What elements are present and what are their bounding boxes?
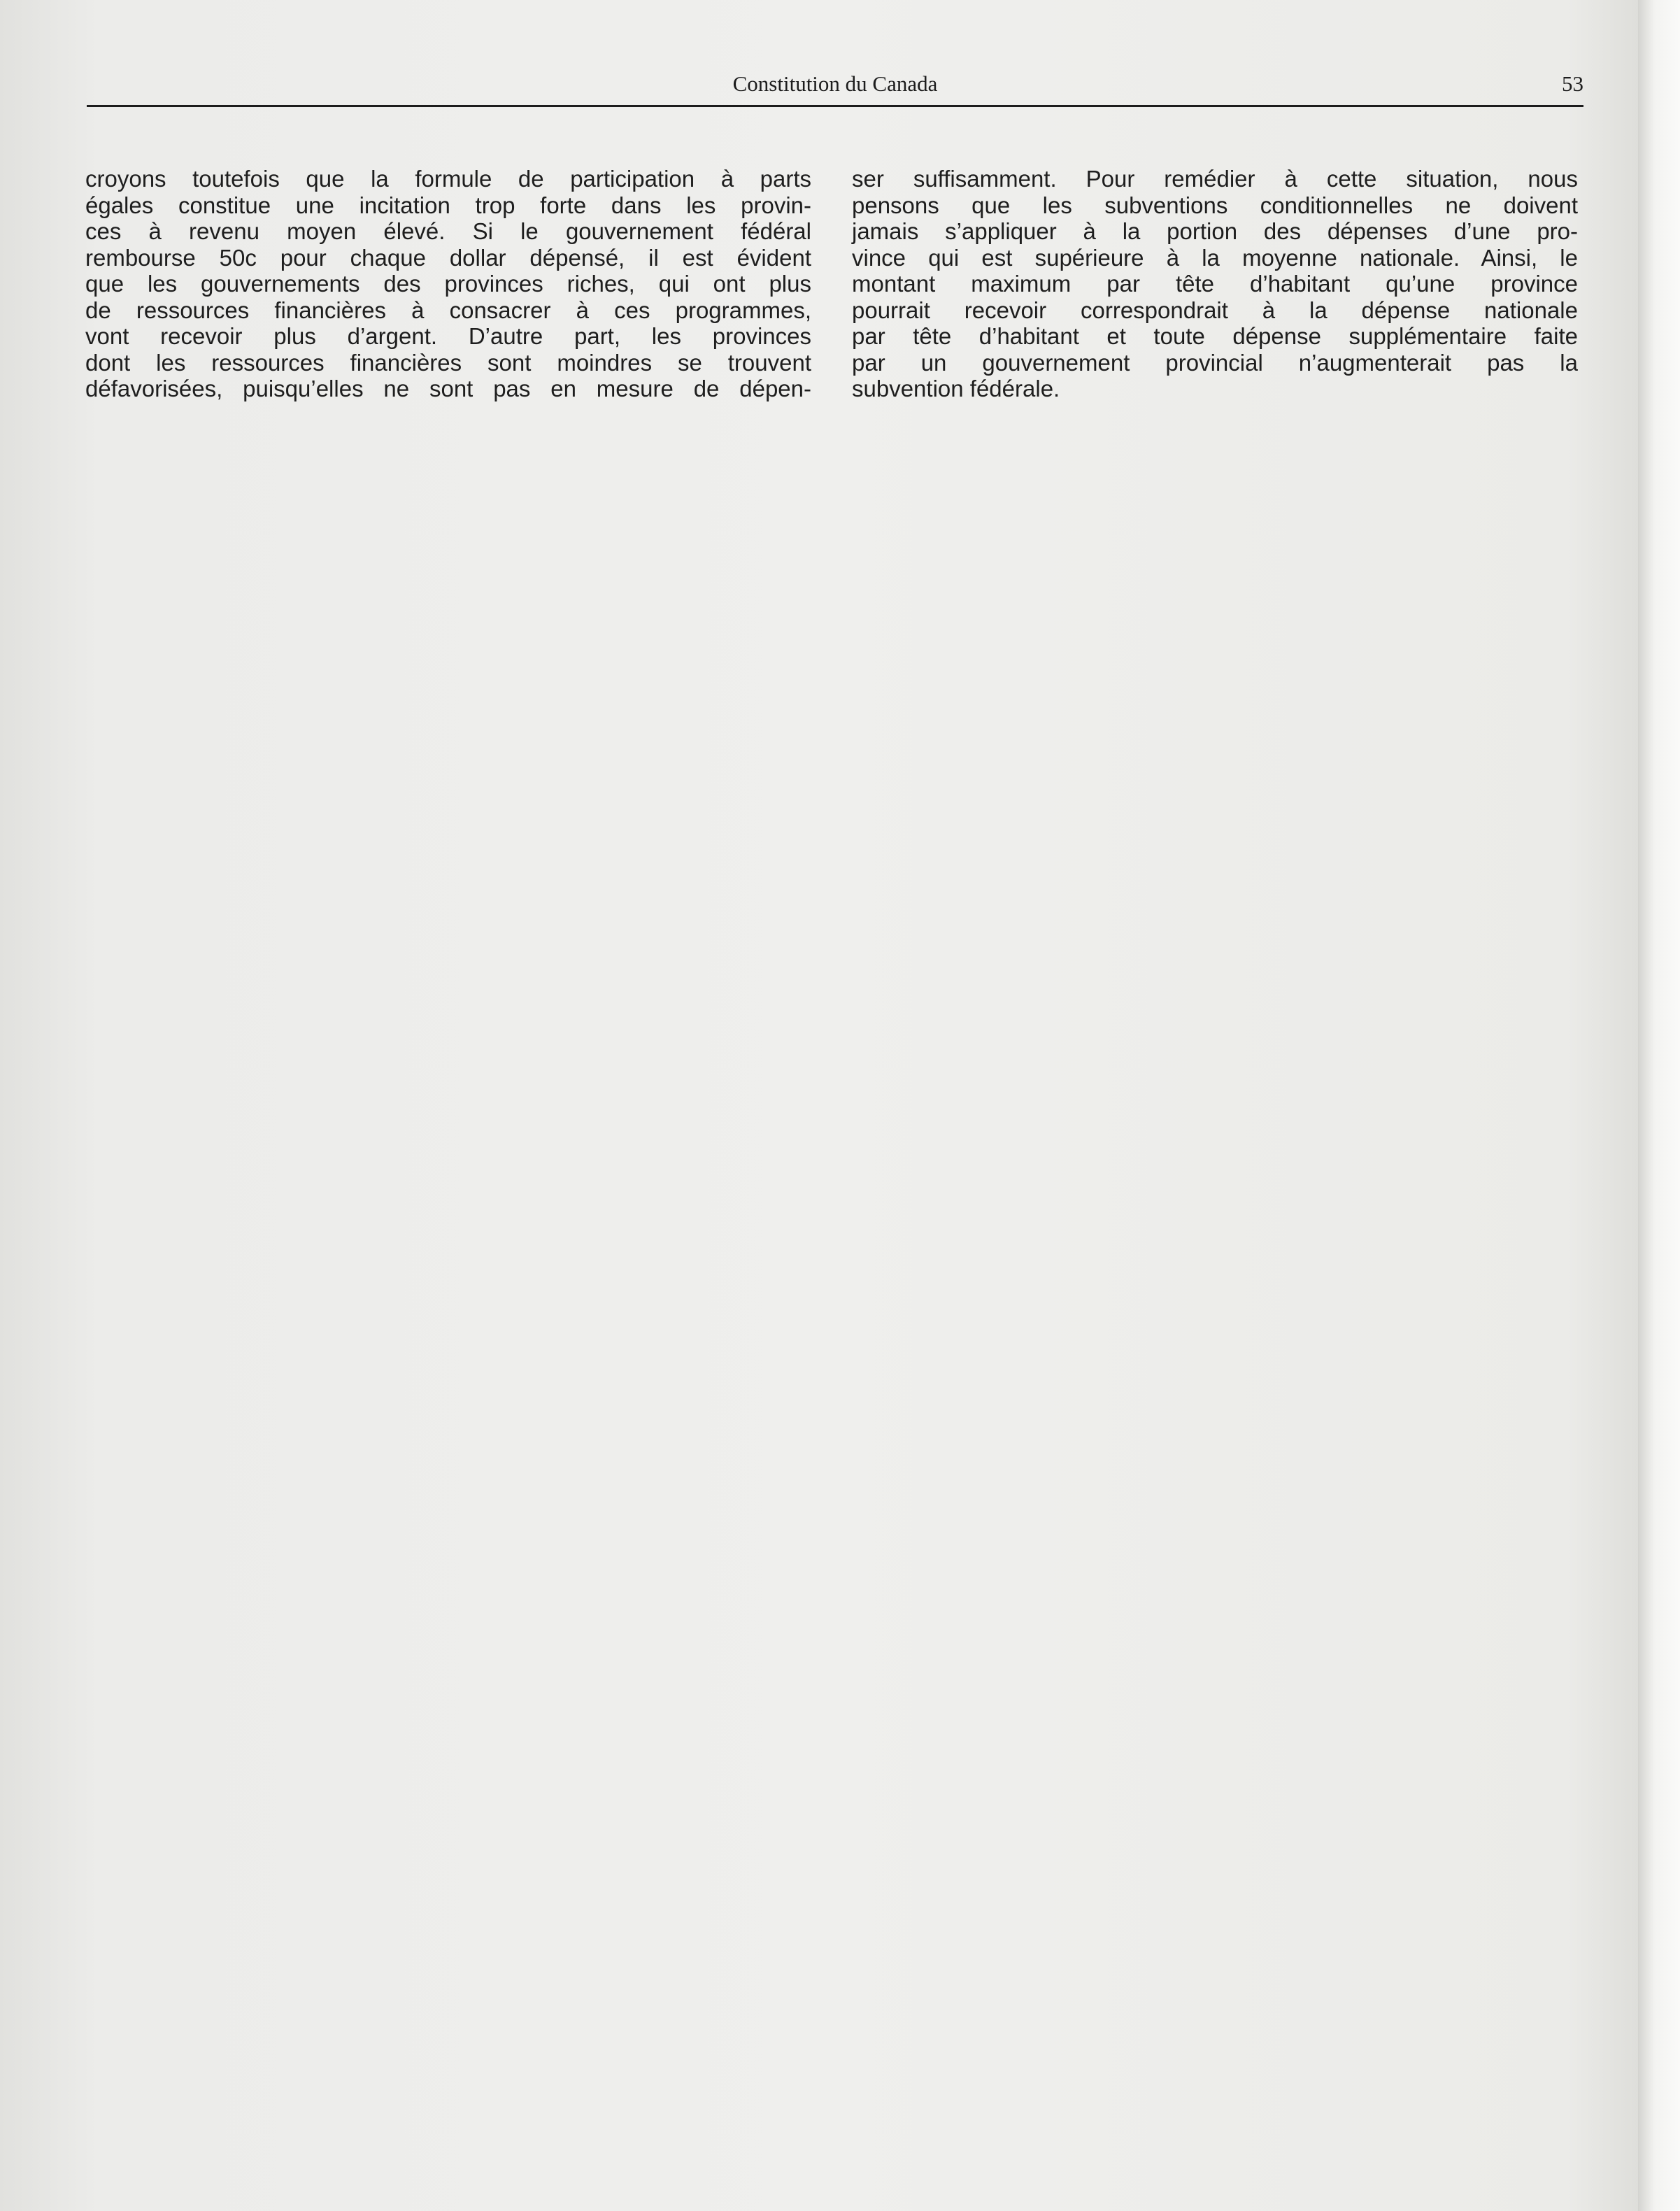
text-line: pensons que les subventions conditionnelles ne doivent [852,192,1578,218]
text-line: dont les ressources financières sont moindres se trouvent [85,349,811,376]
left-text-column [85,166,811,402]
text-line: par tête d’habitant et toute dépense supplémentaire faite [852,323,1578,349]
text-line: ser suffisamment. Pour remédier à cette situation, nous [852,166,1578,192]
page-spine-edge [1638,0,1680,2211]
running-header [87,69,1583,107]
text-line: rembourse 50c pour chaque dollar dépensé, il est évident [85,244,811,271]
text-line: égales constitue une incitation trop forte dans les provin- [85,192,811,218]
text-line: par un gouvernement provincial n’augmenterait pas la [852,349,1578,376]
text-line: ces à revenu moyen élevé. Si le gouvernement fédéral [85,218,811,244]
running-title: Constitution du Canada [732,71,938,96]
text-line: vont recevoir plus d’argent. D’autre part, les provinces [85,323,811,349]
text-line: subvention fédérale. [852,376,1060,401]
text-line: jamais s’appliquer à la portion des dépenses d’une pro- [852,218,1578,244]
right-text-column [852,166,1578,402]
text-line: que les gouvernements des provinces riches, qui ont plus [85,271,811,297]
text-line: croyons toutefois que la formule de participation à parts [85,166,811,192]
text-line: de ressources financières à consacrer à ces programmes, [85,297,811,323]
text-line: pourrait recevoir correspondrait à la dépense nationale [852,297,1578,323]
text-line: vince qui est supérieure à la moyenne nationale. Ainsi, le [852,244,1578,271]
text-line: montant maximum par tête d’habitant qu’une province [852,271,1578,297]
page-number: 53 [1562,71,1583,96]
text-line: défavorisées, puisqu’elles ne sont pas en mesure de dépen- [85,376,811,401]
